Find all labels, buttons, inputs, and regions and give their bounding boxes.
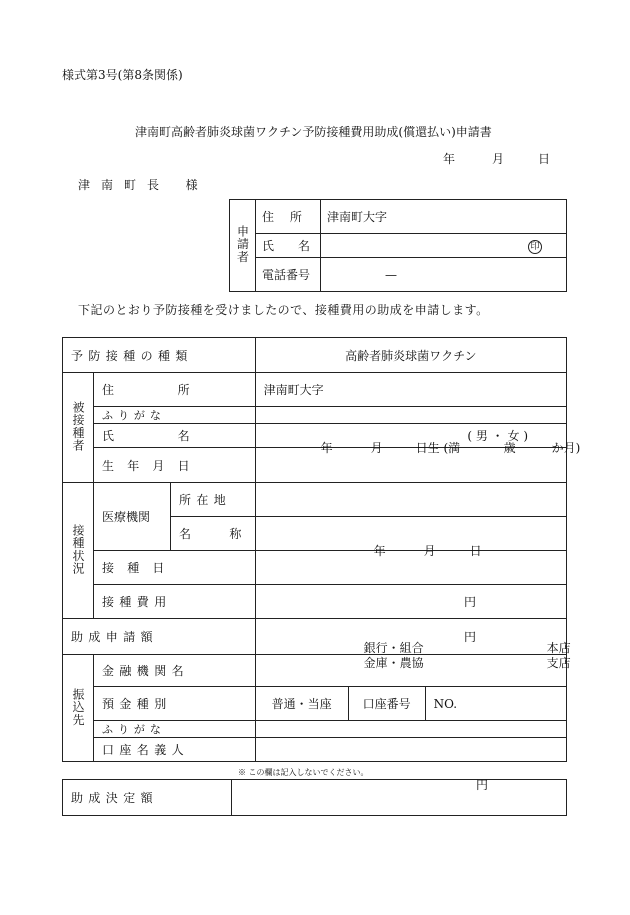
applicant-side-label-cell [230, 200, 256, 292]
subsidy-label: 助成申請額 [63, 619, 256, 655]
birth-day-label: 日生 (満 [415, 441, 461, 455]
birth-month-label: 月 [370, 441, 383, 455]
phone-dash: — [385, 267, 397, 282]
recipient-furigana-field[interactable] [255, 407, 566, 424]
decision-label: 助成決定額 [63, 780, 232, 816]
applicant-address-field[interactable] [321, 200, 567, 234]
decision-yen: 円 [476, 778, 489, 792]
applicant-table [229, 199, 567, 292]
decision-note: ※ この欄は記入しないでください。 [238, 768, 369, 777]
month-unit-label: か月) [551, 441, 581, 455]
deposit-type-field[interactable] [255, 687, 348, 721]
addressee: 津 南 町 長 様 [78, 178, 202, 192]
recipient-furigana-label: ふりがな [94, 407, 256, 424]
recipient-name-field[interactable] [255, 424, 566, 448]
vacc-day-label: 日 [469, 544, 482, 558]
recipient-side-cell [63, 373, 94, 483]
bank-name-field[interactable] [255, 641, 571, 687]
transfer-side-cell [63, 655, 94, 762]
account-number-field[interactable] [425, 687, 566, 721]
account-holder-label: 口座名義人 [94, 738, 256, 762]
institution-name-field[interactable] [255, 517, 566, 551]
applicant-address-value: 津南町大字 [327, 210, 388, 224]
holder-furigana-label: ふりがな [94, 721, 256, 738]
decision-field [232, 768, 567, 816]
recipient-address-value: 津南町大字 [263, 383, 324, 397]
branch-type-1: 本店 [546, 641, 571, 655]
vaccination-date-field[interactable] [255, 544, 566, 585]
vaccination-cost-label: 接種費用 [94, 585, 256, 619]
subsidy-yen: 円 [463, 630, 476, 644]
applicant-address-label: 住 所 [256, 200, 321, 234]
vacc-year-label: 年 [373, 544, 386, 558]
applicant-phone-field[interactable] [321, 258, 567, 292]
location-label: 所在地 [171, 483, 256, 517]
date-year-label: 年 [443, 152, 456, 166]
transfer-side-label: 振込先 [71, 687, 85, 726]
main-table [62, 337, 581, 762]
applicant-side-label: 申請者 [235, 225, 250, 263]
decision-table [62, 768, 567, 816]
institution-label: 医療機関 [94, 483, 171, 551]
applicant-phone-label: 電話番号 [256, 258, 321, 292]
deposit-type-label: 預金種別 [94, 687, 256, 721]
vacc-month-label: 月 [423, 544, 436, 558]
institution-name-label: 名 称 [171, 517, 256, 551]
seal-mark: 印 [528, 240, 542, 254]
intro-text: 下記のとおり予防接種を受けましたので、接種費用の助成を申請します。 [78, 303, 489, 317]
account-holder-field[interactable] [255, 738, 566, 762]
gender-choice: ( 男 ・ 女 ) [467, 429, 528, 443]
status-side-cell [63, 483, 94, 619]
account-no-prefix: NO. [433, 696, 458, 711]
status-side-label: 接種状況 [71, 523, 85, 575]
bank-type-1: 銀行・組合 [363, 641, 424, 655]
recipient-birth-label: 生年月日 [94, 448, 256, 483]
vaccine-type-value: 高齢者肺炎球菌ワクチン [255, 338, 566, 373]
form-number: 様式第3号(第8条関係) [62, 68, 183, 82]
recipient-side-label: 被接種者 [71, 400, 85, 452]
recipient-address-field[interactable] [255, 373, 566, 407]
applicant-name-label: 氏 名 [256, 234, 321, 258]
branch-type-2: 支店 [546, 656, 571, 670]
account-number-label: 口座番号 [348, 687, 425, 721]
age-unit-label: 歳 [503, 441, 516, 455]
recipient-address-label: 住 所 [94, 373, 256, 407]
cost-yen: 円 [463, 595, 476, 609]
recipient-name-label: 氏 名 [94, 424, 256, 448]
form-title: 津南町高齢者肺炎球菌ワクチン予防接種費用助成(償還払い)申請書 [135, 125, 492, 139]
deposit-type-value: 普通・当座 [271, 697, 332, 711]
location-field[interactable] [255, 483, 566, 517]
applicant-name-field[interactable] [321, 234, 567, 258]
bank-type-2: 金庫・農協 [363, 656, 424, 670]
bank-name-label: 金融機関名 [94, 655, 256, 687]
vaccine-type-label: 予防接種の種類 [63, 338, 256, 373]
date-day-label: 日 [538, 152, 551, 166]
recipient-birth-field[interactable] [255, 441, 581, 483]
birth-year-label: 年 [320, 441, 333, 455]
holder-furigana-field[interactable] [255, 721, 566, 738]
vaccination-date-label: 接種日 [94, 551, 256, 585]
date-month-label: 月 [492, 152, 505, 166]
vaccination-cost-field[interactable] [255, 585, 566, 619]
